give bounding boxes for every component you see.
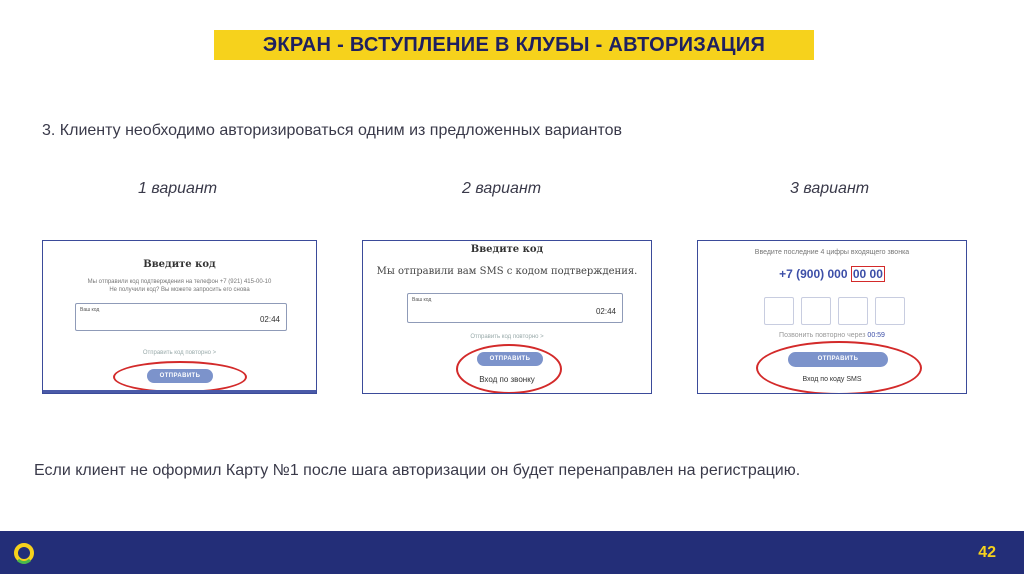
v1-title: Введите код bbox=[143, 259, 216, 270]
v1-send-button[interactable]: ОТПРАВИТЬ bbox=[147, 369, 213, 383]
v3-repeat-line bbox=[698, 332, 966, 339]
v2-highlight-oval bbox=[456, 344, 562, 394]
v3-digit-input-4[interactable] bbox=[875, 297, 905, 325]
v3-digit-input-1[interactable] bbox=[764, 297, 794, 325]
instruction-text: 3. Клиенту необходимо авторизироваться одним из предложенных вариантов bbox=[42, 122, 623, 139]
variant-2-label: 2 вариант bbox=[462, 180, 542, 197]
v1-code-label: Ваш код bbox=[80, 307, 100, 313]
v3-send-button[interactable]: ОТПРАВИТЬ bbox=[788, 352, 888, 367]
v3-digit-input-3[interactable] bbox=[838, 297, 868, 325]
variant-2-screenshot bbox=[362, 240, 652, 394]
v2-resend-link[interactable]: Отправить код повторно > bbox=[470, 334, 544, 340]
slide-title-bar bbox=[214, 30, 814, 60]
registration-note: Если клиент не оформил Карту №1 после шага авторизации он будет перенаправлен на регистрацию. bbox=[34, 462, 801, 479]
v2-code-input[interactable] bbox=[407, 293, 623, 323]
v3-digit-input-2[interactable] bbox=[801, 297, 831, 325]
v3-prompt: Введите последние 4 цифры входящего звонка bbox=[754, 249, 910, 256]
v3-repeat-text: Позвонить повторно через bbox=[779, 332, 866, 339]
v1-line2: Не получили код? Вы можете запросить его снова bbox=[109, 287, 250, 293]
v2-send-button[interactable]: ОТПРАВИТЬ bbox=[477, 352, 543, 366]
variant-3-label: 3 вариант bbox=[790, 180, 870, 197]
v1-resend-link[interactable]: Отправить код повторно > bbox=[142, 350, 217, 356]
v3-repeat-timer: 00:59 bbox=[867, 332, 885, 339]
v3-highlight-oval bbox=[756, 341, 922, 394]
v2-title: Введите код bbox=[470, 244, 544, 255]
v1-bottom-border bbox=[43, 390, 316, 393]
slide-title: ЭКРАН - ВСТУПЛЕНИЕ В КЛУБЫ - АВТОРИЗАЦИЯ bbox=[262, 33, 766, 56]
variant-1-screenshot bbox=[42, 240, 317, 394]
page-number: 42 bbox=[978, 544, 996, 561]
v2-timer: 02:44 bbox=[595, 307, 616, 316]
slide-footer bbox=[0, 531, 1024, 574]
v2-code-label: Ваш код bbox=[412, 297, 432, 303]
v1-code-input[interactable] bbox=[75, 303, 287, 331]
v3-phone bbox=[698, 267, 966, 281]
v1-line1: Мы отправили код подтверждения на телефон +7 (921) 415-00-10 bbox=[87, 279, 272, 285]
brand-logo-icon bbox=[12, 541, 36, 565]
v3-phone-highlight: 00 00 bbox=[852, 267, 883, 281]
v2-call-login-link[interactable]: Вход по звонку bbox=[479, 375, 535, 384]
v1-timer: 02:44 bbox=[259, 315, 280, 324]
v3-sms-login-link[interactable]: Вход по коду SMS bbox=[802, 376, 862, 383]
v1-highlight-oval bbox=[113, 361, 247, 393]
v2-subtitle: Мы отправили вам SMS с кодом подтверждения. bbox=[376, 266, 638, 277]
variant-3-screenshot bbox=[697, 240, 967, 394]
variant-1-label: 1 вариант bbox=[138, 180, 218, 197]
v3-phone-prefix: +7 (900) 000 bbox=[779, 267, 848, 281]
